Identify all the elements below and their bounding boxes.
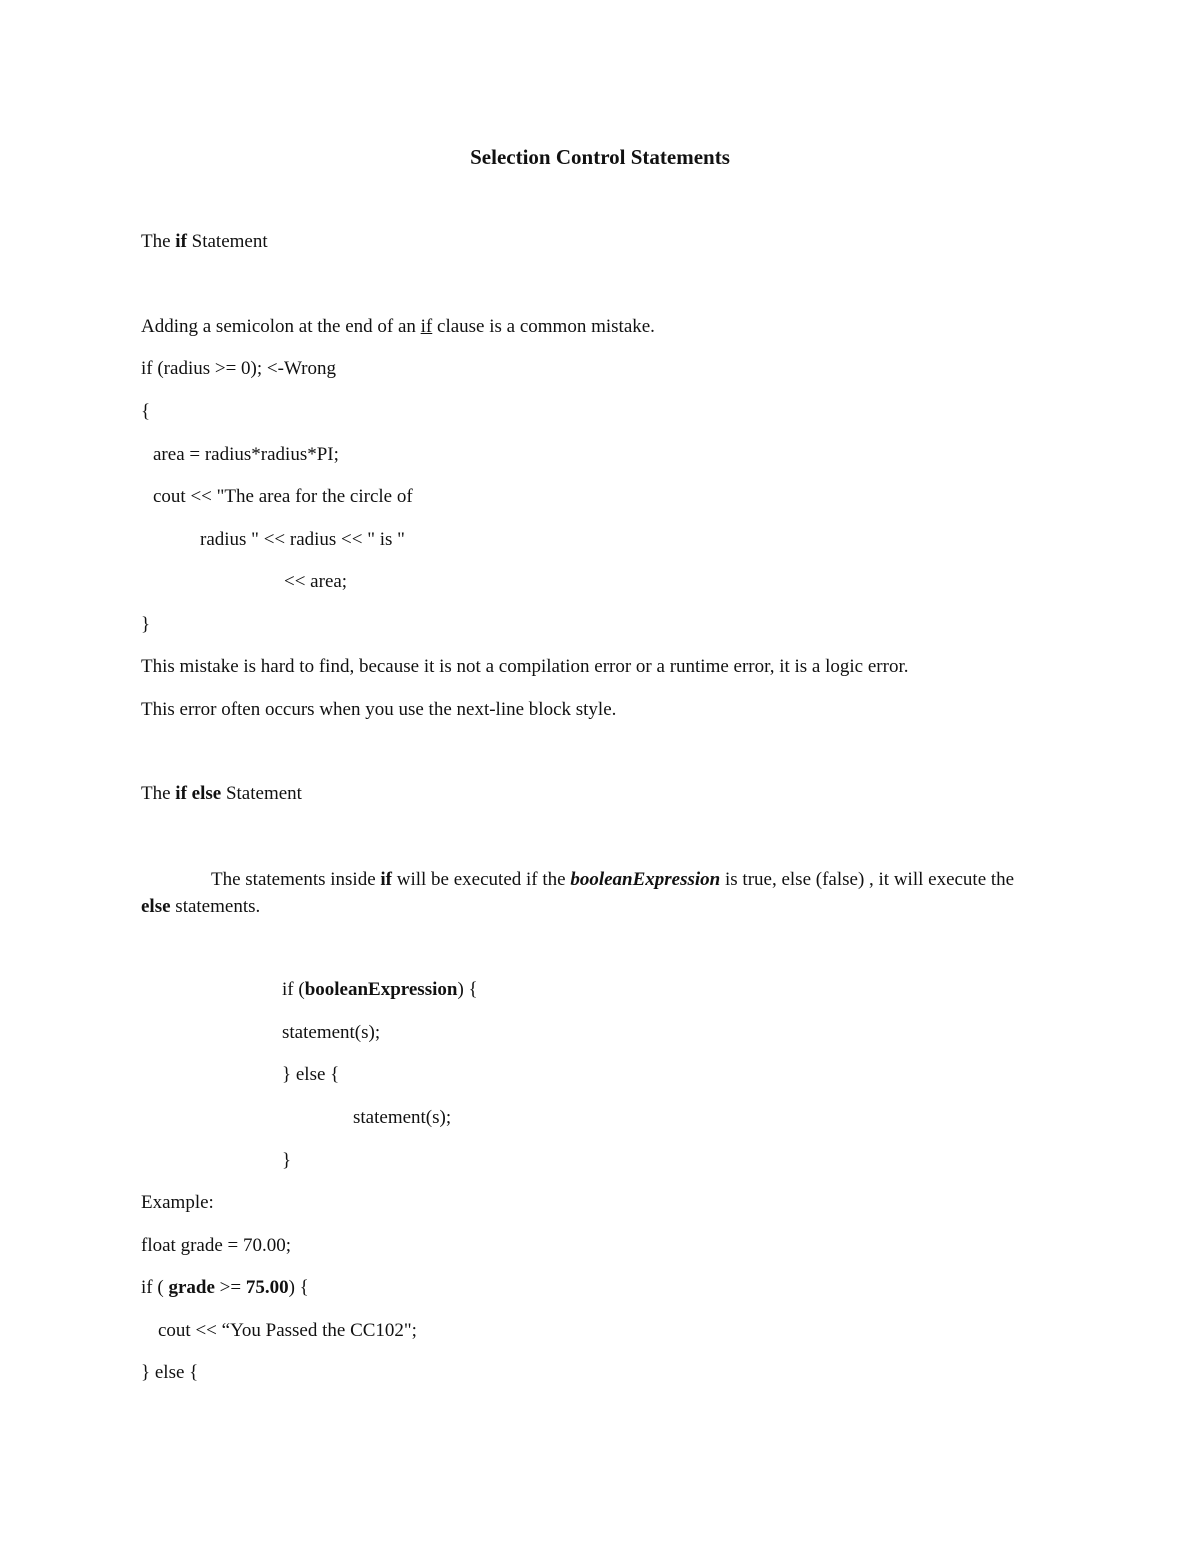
heading-suffix: Statement	[221, 783, 302, 804]
note-line: This error often occurs when you use the next-line block style.	[141, 699, 617, 720]
code-line: radius " << radius << " is "	[200, 529, 405, 550]
syntax-suffix: ) {	[457, 979, 478, 1000]
syntax-line: } else {	[282, 1064, 340, 1085]
example-suffix: ) {	[288, 1277, 309, 1298]
example-var: grade	[168, 1277, 215, 1298]
example-line: } else {	[141, 1362, 199, 1383]
intro-prefix: Adding a semicolon at the end of an	[141, 316, 421, 337]
syntax-line: statement(s);	[353, 1107, 452, 1128]
desc-text: statements.	[170, 896, 261, 917]
code-line: {	[141, 401, 151, 422]
heading-keyword: if	[175, 231, 187, 252]
desc-keyword-if: if	[380, 869, 392, 890]
syntax-keyword: booleanExpression	[304, 979, 458, 1000]
page-title: Selection Control Statements	[470, 145, 730, 169]
desc-keyword-boolean-expression: booleanExpression	[570, 869, 721, 890]
example-operator: >=	[214, 1277, 246, 1298]
code-line: if (radius >= 0); <-Wrong	[141, 358, 336, 379]
code-line: << area;	[284, 571, 348, 592]
code-line: area = radius*radius*PI;	[153, 444, 339, 465]
heading-suffix: Statement	[186, 231, 268, 252]
heading-prefix: The	[141, 783, 176, 804]
example-label: Example:	[141, 1192, 214, 1213]
code-line: }	[141, 614, 151, 635]
syntax-line: statement(s);	[282, 1022, 381, 1043]
syntax-line: }	[282, 1150, 292, 1171]
example-prefix: if (	[141, 1277, 169, 1298]
desc-text: is true, else (false) , it will execute the	[720, 869, 1015, 890]
code-line: cout << "The area for the circle of	[153, 486, 413, 507]
example-line: float grade = 70.00;	[141, 1235, 292, 1256]
syntax-line	[282, 978, 478, 1002]
syntax-prefix: if (	[282, 979, 305, 1000]
heading-prefix: The	[141, 231, 176, 252]
section-heading-if	[141, 230, 268, 254]
example-value: 75.00	[245, 1277, 289, 1298]
intro-keyword: if	[420, 316, 433, 337]
heading-keyword: if else	[175, 783, 222, 804]
intro-sentence	[141, 315, 655, 339]
desc-text: The statements inside	[211, 869, 381, 890]
intro-suffix: clause is a common mistake.	[432, 316, 655, 337]
note-line: This mistake is hard to find, because it is not a compilation error or a runtime error, it is a logic error.	[141, 656, 909, 677]
desc-text: will be executed if the	[392, 869, 571, 890]
section-heading-if-else	[141, 782, 302, 806]
example-line: cout << “You Passed the CC102";	[158, 1320, 417, 1341]
desc-keyword-else: else	[141, 896, 171, 917]
example-line	[141, 1276, 309, 1300]
if-else-description	[141, 866, 1041, 920]
